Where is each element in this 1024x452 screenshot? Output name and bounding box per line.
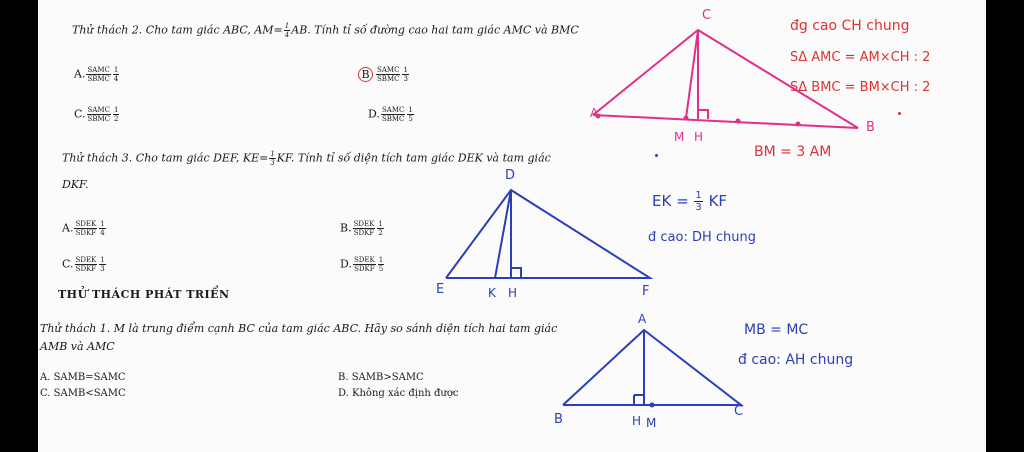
ch3-question-pre: Thử thách 3. Cho tam giác DEF, KE=	[62, 151, 269, 165]
ch2-opt-b-letter: B	[361, 67, 370, 81]
ch2-opt-b-num: SAMC	[377, 66, 400, 74]
ch2-opt-a-num: SAMC	[87, 66, 110, 74]
ch3-frac-num: 1	[270, 150, 275, 158]
ch2-opt-d-valden: 5	[408, 115, 413, 123]
ch3-opt-a-val: 1	[100, 220, 105, 228]
point-mark-dot	[736, 119, 741, 124]
ch3-opt-b-den: SDKF	[353, 229, 375, 237]
ch2-opt-c-valden: 2	[114, 115, 119, 123]
fig3-label-h: H	[632, 414, 642, 428]
ch3-opt-c-valden: 3	[100, 265, 105, 273]
fig1-label-a: A	[590, 106, 599, 120]
point-m-dot	[684, 116, 689, 121]
ch2-frac-num: 1	[284, 22, 290, 30]
ch3-opt-a-num: SDEK	[75, 220, 97, 228]
note-ek-pre: EK =	[652, 192, 694, 210]
ch2-opt-d-num: SAMC	[381, 106, 405, 114]
ch1-option-b[interactable]: B. SAMB>SAMC	[338, 372, 424, 383]
fig3-label-a: A	[638, 312, 647, 326]
ch3-opt-b-val: 1	[378, 220, 383, 228]
triangle-abc-outline	[593, 30, 858, 128]
ch3-opt-b-letter: B.	[340, 221, 352, 235]
ch2-opt-b-val: 1	[403, 66, 408, 74]
fig3-label-b: B	[554, 412, 563, 427]
note-area-bmc: SΔ BMC = BM×CH : 2	[790, 80, 931, 95]
ch1-option-d[interactable]: D. Không xác định được	[338, 388, 459, 399]
fig2-label-h: H	[508, 286, 518, 300]
ch2-opt-c-den: SBMC	[87, 115, 110, 123]
ch2-opt-a-den: SBMC	[87, 75, 110, 83]
ch3-opt-d-letter: D.	[340, 257, 352, 271]
ch2-question-post: AB. Tính tỉ số đường cao hai tam giác AMC và BMC	[291, 23, 579, 37]
fig2-label-f: F	[642, 284, 650, 299]
note-altitude-ch: đg cao CH chung	[790, 18, 910, 34]
challenge-1-question: Thử thách 1. M là trung điểm cạnh BC của tam giác ABC. Hãy so sánh diện tích hai tam giác	[40, 322, 558, 335]
worksheet-page	[38, 0, 986, 452]
stray-dot	[655, 154, 658, 157]
right-angle-h	[698, 110, 708, 119]
fig3-label-m: M	[646, 416, 657, 430]
ch3-opt-a-valden: 4	[100, 229, 105, 237]
ch3-opt-b-num: SDEK	[353, 220, 375, 228]
fig1-label-c: C	[702, 8, 712, 23]
segment-cm	[686, 30, 698, 118]
ch3-opt-a-letter: A.	[62, 221, 74, 235]
ch3-question-line2: DKF.	[62, 178, 89, 191]
ch1-question-line2: AMB và AMC	[40, 340, 115, 353]
ch2-opt-d-den: SBMC	[381, 115, 405, 123]
point-m3-dot	[650, 403, 655, 408]
figure-triangle-abc-1	[38, 0, 986, 452]
note-ek-ratio	[652, 190, 727, 213]
fig2-label-k: K	[488, 286, 496, 300]
triangle-abc2-outline	[563, 330, 741, 405]
point-mark-dot-2	[796, 122, 801, 127]
ch2-opt-d-letter: D.	[368, 107, 380, 121]
ch2-frac-den: 4	[284, 31, 290, 39]
ch2-opt-d-val: 1	[408, 106, 413, 114]
segment-dk	[495, 190, 511, 278]
note-altitude-ah: đ cao: AH chung	[738, 352, 854, 368]
fig2-label-e: E	[436, 282, 445, 297]
ch2-opt-b-valden: 3	[403, 75, 408, 83]
ch3-frac-den: 3	[270, 159, 275, 167]
ch3-opt-c-num: SDEK	[75, 256, 97, 264]
note-altitude-dh: đ cao: DH chung	[648, 230, 756, 245]
note-ek-den: 3	[695, 202, 702, 213]
note-bm-3am: BM = 3 AM	[754, 144, 832, 160]
ch2-opt-a-val: 1	[113, 66, 119, 74]
ch2-question-pre: Thử thách 2. Cho tam giác ABC, AM=	[72, 23, 283, 37]
ch2-opt-c-val: 1	[114, 106, 119, 114]
fig1-label-m: M	[674, 130, 685, 144]
note-ek-num: 1	[695, 190, 702, 201]
ch2-opt-b-den: SBMC	[377, 75, 400, 83]
ch3-question-post: KF. Tính tỉ số diện tích tam giác DEK và tam giác	[276, 151, 551, 165]
ch2-opt-c-num: SAMC	[87, 106, 110, 114]
ch2-opt-a-letter: A.	[74, 67, 86, 81]
ch2-opt-a-valden: 4	[113, 75, 119, 83]
ch3-opt-d-val: 1	[378, 256, 384, 264]
ch3-opt-b-valden: 2	[378, 229, 383, 237]
ch3-opt-c-den: SDKF	[75, 265, 97, 273]
triangle-def-outline	[446, 190, 650, 278]
ch1-option-a[interactable]: A. SAMB=SAMC	[40, 372, 126, 383]
note-mb-mc: MB = MC	[744, 322, 809, 338]
ch2-opt-c-letter: C.	[74, 107, 86, 121]
stray-dot-2	[898, 112, 901, 115]
fig2-label-d: D	[505, 168, 516, 183]
ch3-opt-c-val: 1	[100, 256, 105, 264]
section-heading: THỬ THÁCH PHÁT TRIỂN	[58, 288, 230, 301]
ch3-opt-d-den: SDKF	[354, 265, 375, 273]
ch3-opt-d-valden: 5	[378, 265, 384, 273]
ch3-opt-d-num: SDEK	[353, 256, 375, 264]
fig3-label-c: C	[734, 404, 744, 419]
right-angle-h2	[511, 268, 521, 278]
note-ek-post: KF	[703, 192, 728, 210]
fig1-label-h: H	[694, 130, 704, 144]
fig1-label-b: B	[866, 120, 875, 135]
note-area-amc: SΔ AMC = AM×CH : 2	[790, 50, 931, 65]
ch3-opt-c-letter: C.	[62, 257, 74, 271]
ch1-option-c[interactable]: C. SAMB<SAMC	[40, 388, 126, 399]
ch3-opt-a-den: SDKF	[75, 229, 97, 237]
